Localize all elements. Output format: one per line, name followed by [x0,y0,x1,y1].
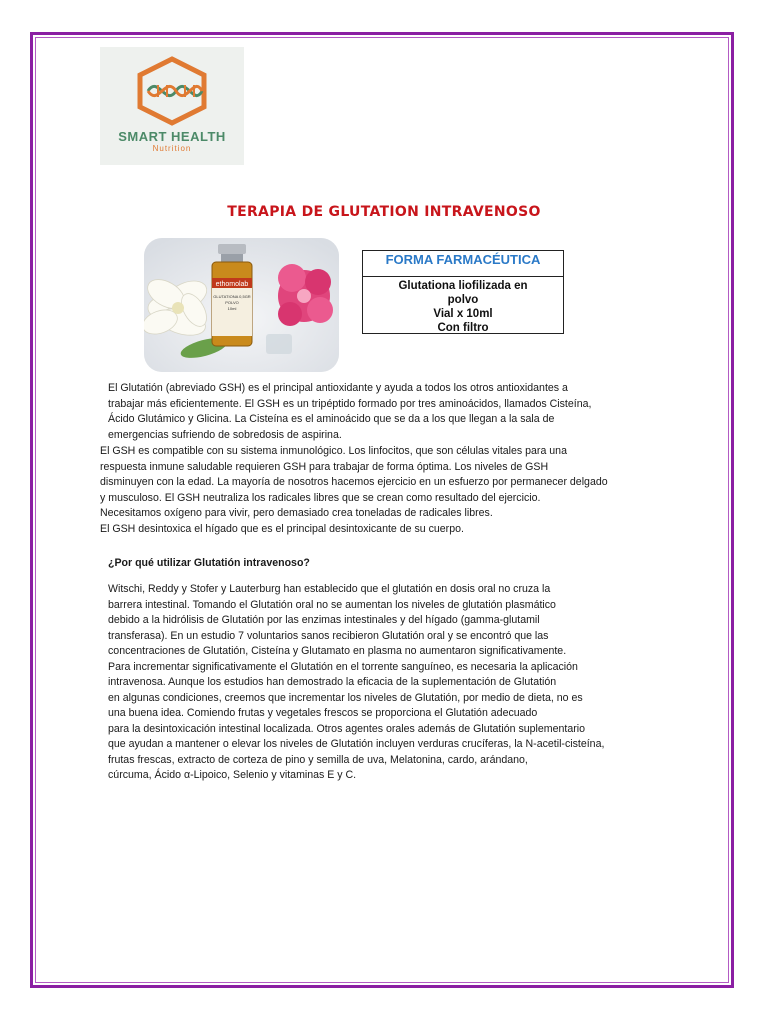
text-line: en algunas condiciones, creemos que incrementar los niveles de Glutatión, por medio de dieta, no es [108,691,583,704]
text-line: debido a la hidrólisis de Glutatión por las enzimas intestinales y del hígado (gamma-glutamil [108,614,540,626]
answer-paragraph [108,582,668,784]
text-line: que ayudan a mantener o elevar los niveles de Glutatión incluyen verduras crucíferas, la N-acetil-cisteína, [108,738,605,750]
text-line: para la desintoxicación intestinal localizada. Otros agentes orales además de Glutatión suplementario [108,722,585,735]
vial-line-2: POLVO [225,300,239,305]
intro-paragraph-2 [100,444,670,537]
page-title: TERAPIA DE GLUTATION INTRAVENOSO [227,204,541,220]
logo-sub-text: Nutrition [152,144,192,153]
text-line: trabajar más eficientemente. El GSH es un tripéptido formado por tres aminoácidos, llamados Cisteína, [108,397,592,410]
forma-line: polvo [447,294,479,306]
text-line: cúrcuma, Ácido α-Lipoico, Selenio y vitaminas E y C. [108,769,357,781]
text-line: respuesta inmune saludable requieren GSH para trabajar de forma óptima. Los niveles de GSH [100,460,549,473]
product-photo [144,238,339,372]
intro-paragraph-1 [108,381,668,443]
text-line: una buena idea. Comiendo frutas y vegetales frescos se proporciona el Glutatión adecuado [108,707,538,719]
forma-body [363,277,563,335]
text-line: El GSH es compatible con su sistema inmunológico. Los linfocitos, que son células vitales para una [100,445,567,457]
logo-brand-text: SMART HEALTH [118,129,226,144]
forma-line: Con filtro [437,322,489,334]
forma-farmaceutica-box [362,250,564,334]
text-line: frutas frescas, extracto de corteza de pino y semilla de uva, Melatonina, cardo, arándano, [108,753,528,766]
forma-heading: FORMA FARMACÉUTICA [363,251,563,277]
text-line: concentraciones de Glutatión, Cisteína y Glutamato en plasma no aumentaron significativamente. [108,645,567,657]
forma-line: Glutationa liofilizada en [398,280,528,292]
text-line: Ácido Glutámico y Glicina. La Cisteína es el aminoácido que se da a los que llegan a la sala de [108,413,555,425]
text-line: Necesitamos oxígeno para vivir, pero demasiado crea toneladas de radicales libres. [100,507,493,519]
smart-health-logo [100,47,244,165]
text-line: intravenosa. Aunque los estudios han demostrado la eficacia de la suplementación de Glutatión [108,676,557,688]
text-line: disminuyen con la edad. La mayoría de nosotros hacemos ejercicio en un esfuerzo por permanecer delgado [100,476,608,488]
text-line: Para incrementar significativamente el Glutatión en el torrente sanguíneo, es necesaria la aplicación [108,660,578,673]
vial-flowers-illustration [144,238,339,372]
text-line: y musculoso. El GSH neutraliza los radicales libres que se crean como resultado del ejercicio. [100,491,541,504]
vial-brand-label: ethomolab [215,281,249,288]
section-question-heading: ¿Por qué utilizar Glutatión intravenoso? [108,557,310,569]
vial-line-3: 10ml [227,306,237,311]
text-line: El Glutatión (abreviado GSH) es el principal antioxidante y ayuda a todos los otros antioxidantes a [108,382,568,394]
text-line: El GSH desintoxica el hígado que es el principal desintoxicante de su cuerpo. [100,522,464,535]
dna-hexagon-icon [134,55,210,127]
text-line: transferasa). En un estudio 7 voluntarios sanos recibieron Glutatión oral y se encontró que las [108,629,549,642]
text-line: Witschi, Reddy y Stofer y Lauterburg han establecido que el glutatión en dosis oral no cruza la [108,583,551,595]
text-line: barrera intestinal. Tomando el Glutatión oral no se aumentan los niveles de glutatión plasmático [108,598,556,611]
forma-line: Vial x 10ml [433,308,493,320]
text-line: emergencias sufriendo de sobredosis de aspirina. [108,428,342,441]
vial-line-1: GLUTATIONA 0,5GR [213,294,251,299]
